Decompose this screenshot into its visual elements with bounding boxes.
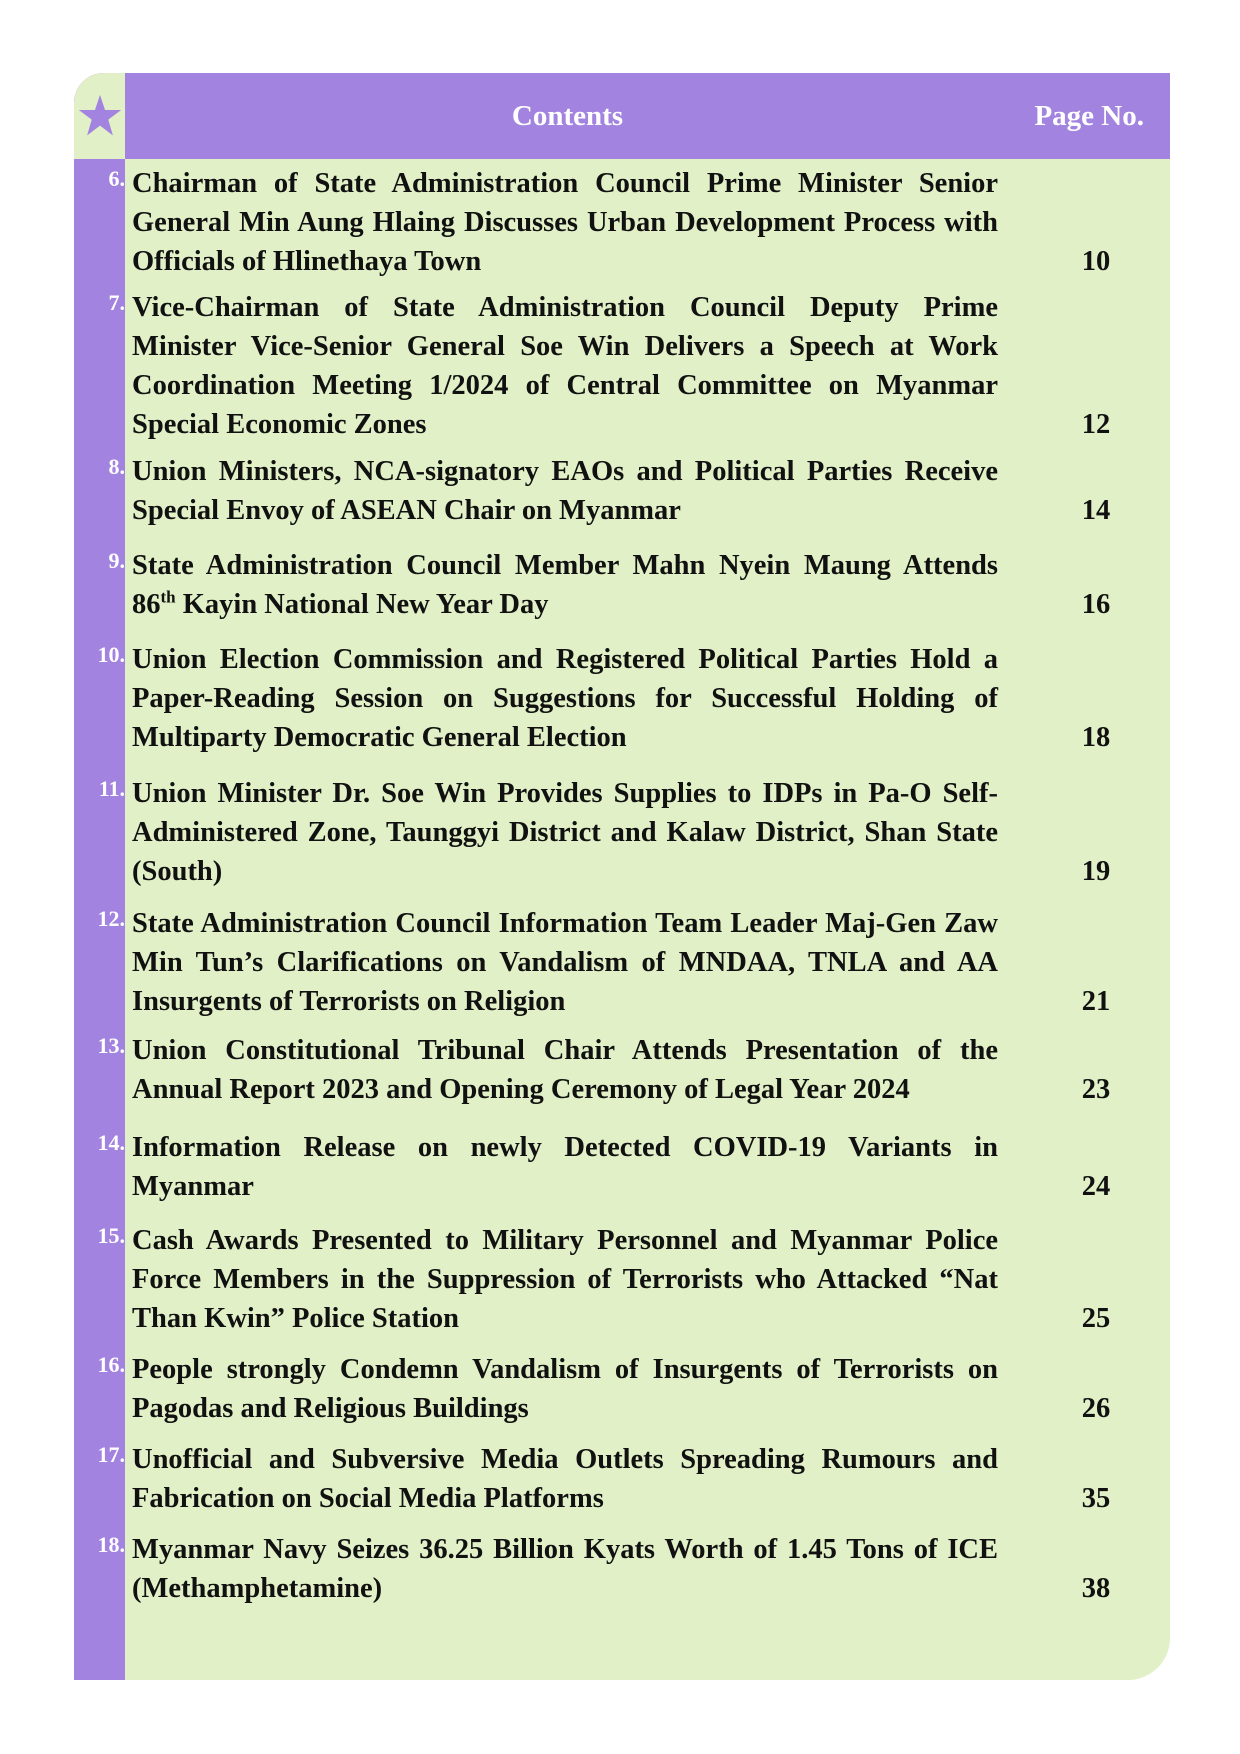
entry-page: 16 <box>1081 589 1111 620</box>
entry-title[interactable]: Union Minister Dr. Soe Win Provides Supplies to IDPs in Pa-O Self-Administered Zone, Taunggyi District and Kalaw District, Shan State (South) <box>132 778 998 887</box>
entry-page: 12 <box>1081 409 1111 440</box>
entry-title[interactable]: Union Constitutional Tribunal Chair Attends Presentation of the Annual Report 2023 and Opening Ceremony of Legal Year 2024 <box>132 1035 998 1105</box>
entry-page: 35 <box>1081 1483 1111 1514</box>
entry-number: 8. <box>108 454 125 479</box>
entry-page: 14 <box>1081 495 1111 526</box>
entry-title[interactable]: Union Ministers, NCA-signatory EAOs and Political Parties Receive Special Envoy of ASEAN Chair on Myanmar <box>132 456 998 526</box>
entry-title[interactable]: Myanmar Navy Seizes 36.25 Billion Kyats Worth of 1.45 Tons of ICE (Methamphetamine) <box>132 1534 998 1604</box>
entry-title[interactable]: Unofficial and Subversive Media Outlets Spreading Rumours and Fabrication on Social Media Platforms <box>132 1444 998 1514</box>
entry-number: 6. <box>108 166 125 191</box>
entry-page: 18 <box>1081 722 1111 753</box>
entry-page: 26 <box>1081 1393 1111 1424</box>
entry-number: 12. <box>97 906 125 931</box>
entry-page: 23 <box>1081 1074 1111 1105</box>
contents-heading: Contents <box>511 99 624 132</box>
entry-title[interactable]: Vice-Chairman of State Administration Council Deputy Prime Minister Vice-Senior General Soe Win Delivers a Speech at Work Coordination Meeting 1/2024 of Central Committee on Myanmar Special Economic Zones <box>132 292 998 440</box>
contents-header <box>125 73 1170 159</box>
entry-title[interactable]: Chairman of State Administration Council Prime Minister Senior General Min Aung Hlaing Discusses Urban Development Process with Officials of Hlinethaya Town <box>132 168 998 277</box>
entry-title-rest: Kayin National New Year Day <box>175 589 549 620</box>
entry-title[interactable]: People strongly Condemn Vandalism of Insurgents of Terrorists on Pagodas and Religious Buildings <box>132 1354 998 1424</box>
entry-page: 21 <box>1081 986 1111 1017</box>
entry-page: 25 <box>1081 1303 1111 1334</box>
entry-title-main: State Administration Council Member Mahn Nyein Maung Attends 86 <box>132 550 998 620</box>
star-corner <box>74 73 125 159</box>
entry-number: 11. <box>98 776 125 801</box>
entry-title[interactable]: State Administration Council Information Team Leader Maj-Gen Zaw Min Tun’s Clarifications on Vandalism of MNDAA, TNLA and AA Insurgents of Terrorists on Religion <box>132 908 998 1017</box>
entry-page: 10 <box>1081 246 1111 277</box>
entry-number: 18. <box>97 1532 125 1557</box>
page-no-heading: Page No. <box>1034 99 1144 132</box>
entry-number: 17. <box>97 1442 125 1467</box>
entry-number: 15. <box>97 1223 125 1248</box>
entry-title[interactable] <box>132 546 998 624</box>
entry-page: 38 <box>1081 1573 1111 1604</box>
entry-number: 9. <box>108 548 125 573</box>
entry-title[interactable]: Information Release on newly Detected COVID-19 Variants in Myanmar <box>132 1132 998 1202</box>
entry-number: 10. <box>97 642 125 667</box>
entry-page: 19 <box>1081 856 1111 887</box>
entry-number: 14. <box>97 1130 125 1155</box>
entry-title[interactable]: Union Election Commission and Registered Political Parties Hold a Paper-Reading Session on Suggestions for Successful Holding of Multiparty Democratic General Election <box>132 644 998 753</box>
entry-title[interactable]: Cash Awards Presented to Military Personnel and Myanmar Police Force Members in the Suppression of Terrorists who Attacked “Nat Than Kwin” Police Station <box>132 1225 998 1334</box>
ordinal-suffix: th <box>160 587 176 607</box>
entry-number: 13. <box>97 1033 125 1058</box>
contents-panel <box>74 73 1170 1680</box>
entry-number: 7. <box>108 290 125 315</box>
star-icon <box>77 93 123 139</box>
entry-number: 16. <box>97 1352 125 1377</box>
entry-page: 24 <box>1081 1171 1111 1202</box>
